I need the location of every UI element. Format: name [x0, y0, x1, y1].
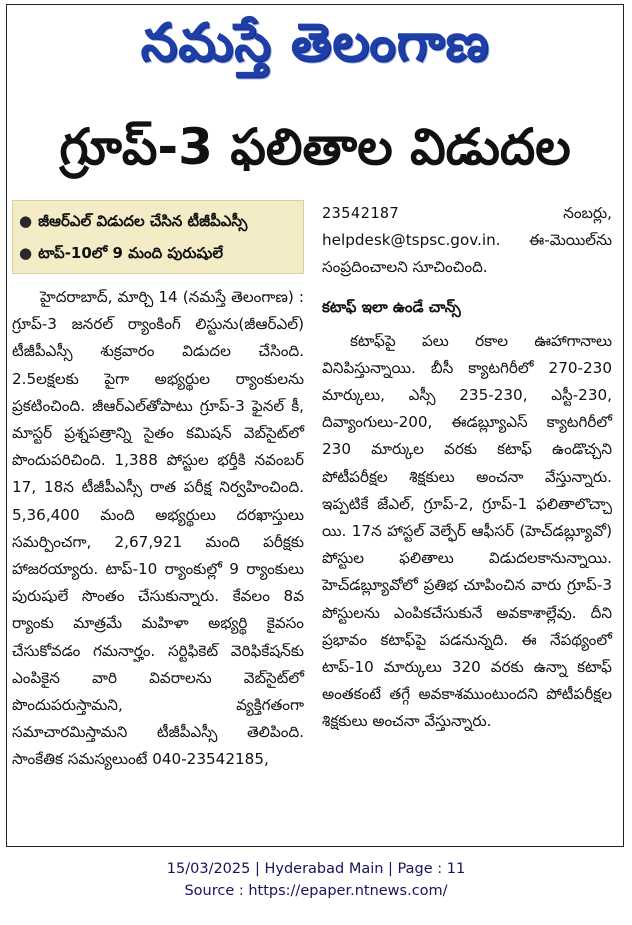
masthead-logo: నమస్తే తెలంగాణ: [140, 13, 490, 73]
cutoff-subhead: కటాఫ్‌ ఇలా ఉండే చాన్స్‌: [322, 297, 461, 316]
right-article-body: [322, 328, 612, 736]
right-top-text: [322, 200, 612, 282]
page-footer: [0, 858, 632, 902]
footer-date-line: 15/03/2025 | Hyderabad Main | Page : 11: [166, 861, 466, 877]
left-column: [12, 200, 304, 836]
highlight-item: ● టాప్‌-10లో 9 మంది పురుషులే: [19, 244, 223, 262]
phone-number: 23542187: [322, 204, 400, 222]
bullet-icon: ●: [19, 244, 33, 262]
bullet-icon: ●: [19, 212, 33, 230]
left-article-body: [12, 284, 304, 774]
numbers-label: నంబర్లు,: [563, 204, 612, 222]
email-contact-text: ఈ-మెయిల్‌ను సంప్రదించాలని సూచించింది.: [322, 231, 612, 277]
helpdesk-email: helpdesk@tspsc.gov.in.: [322, 231, 501, 250]
highlight-item: ● జీఆర్‌ఎల్‌ విడుదల చేసిన టీజీపీఎస్సీ: [19, 212, 248, 230]
left-paragraph: హైదరాబాద్‌, మార్చి 14 (నమస్తే తెలంగాణ) : గ్రూప్‌-3 జనరల్‌ ర్యాంకింగ్‌ లిస్టును(జీఆర్‌ఎల్‌) టీజీపీఎస్సీ శుక్రవారం విడుదల చేసింది. 2.5లక్షలకు పైగా అభ్యర్థుల ర్యాంకులను ప్రకటించింది. జీఆర్‌ఎల్‌తోపాటు గ్రూప్‌-3 ఫైనల్‌ కీ, మాస్టర్‌ ప్రశ్నపత్రాన్ని సైతం కమిషన్‌ వెబ్‌సైట్‌లో పొందుపరిచింది. 1,388 పోస్టుల భర్తీకి నవంబర్‌ 17, 18న టీజీపీఎస్సీ రాత పరీక్ష నిర్వహించింది. 5,36,400 మంది అభ్యర్థులు దరఖాస్తులు సమర్పించగా, 2,67,921 మంది పరీక్షకు హాజరయ్యారు. టాప్‌-10 ర్యాంకుల్లో 9 ర్యాంకులు పురుషులే సొంతం చేసుకున్నారు. కేవలం 8వ ర్యాంకు మాత్రమే మహిళా అభ్యర్థి కైవసం చేసుకోవడం గమనార్హం. సర్టిఫికెట్‌ వెరిఫికేషన్‌కు ఎంపికైన వారి వివరాలను వెబ్‌సైట్‌లో పొందుపరుస్తామని, వ్యక్తిగతంగా సమాచారమిస్తామని టీజీపీఎస్సీ తెలిపింది. సాంకేతిక సమస్యలుంటే 040-23542185,: [12, 288, 304, 769]
article-headline: గ్రూప్‌-3 ఫలితాల విడుదల: [59, 118, 571, 176]
right-paragraph: కటాఫ్‌పై పలు రకాల ఊహాగానాలు వినిపిస్తున్నాయి. బీసీ క్యాటగిరీలో 270-230 మార్కులు, ఎస్సీ 235-230, ఎస్టీ-230, దివ్యాంగులు-200, ఈడబ్ల్యూఎస్‌ క్యాటగిరీలో 230 మార్కుల వరకు కటాఫ్‌ ఉండొచ్చని పోటీపరీక్షల శిక్షకులు అంచనా వేస్తున్నారు. ఇప్పటికే జేఎల్‌, గ్రూప్‌-2, గ్రూప్‌-1 ఫలితాలొచ్చా యి. 17న హాస్టల్‌ వెల్ఫేర్‌ ఆఫీసర్‌ (హెచ్‌డబ్ల్యూవో) పోస్టుల ఫలితాలు విడుదలకానున్నాయి. హెచ్‌డబ్ల్యూవోలో ప్రతిభ చూపించిన వారు గ్రూప్‌-3 పోస్టులను ఎంపికచేసుకునే అవకాశాల్లేవు. దీని ప్రభావం కటాఫ్‌పై పడనున్నది. ఈ నేపథ్యంలో టాప్‌-10 మార్కులు 320 వరకు ఉన్నా కటాఫ్‌ అంతకంటే తగ్గే అవకాశముంటుందని పోటీపరీక్షల శిక్షకులు అంచనా వేస్తున్నారు.: [322, 331, 612, 731]
highlights-box: [12, 200, 304, 274]
footer-source-line: Source : https://epaper.ntnews.com/: [184, 883, 448, 899]
right-column: [322, 200, 612, 836]
